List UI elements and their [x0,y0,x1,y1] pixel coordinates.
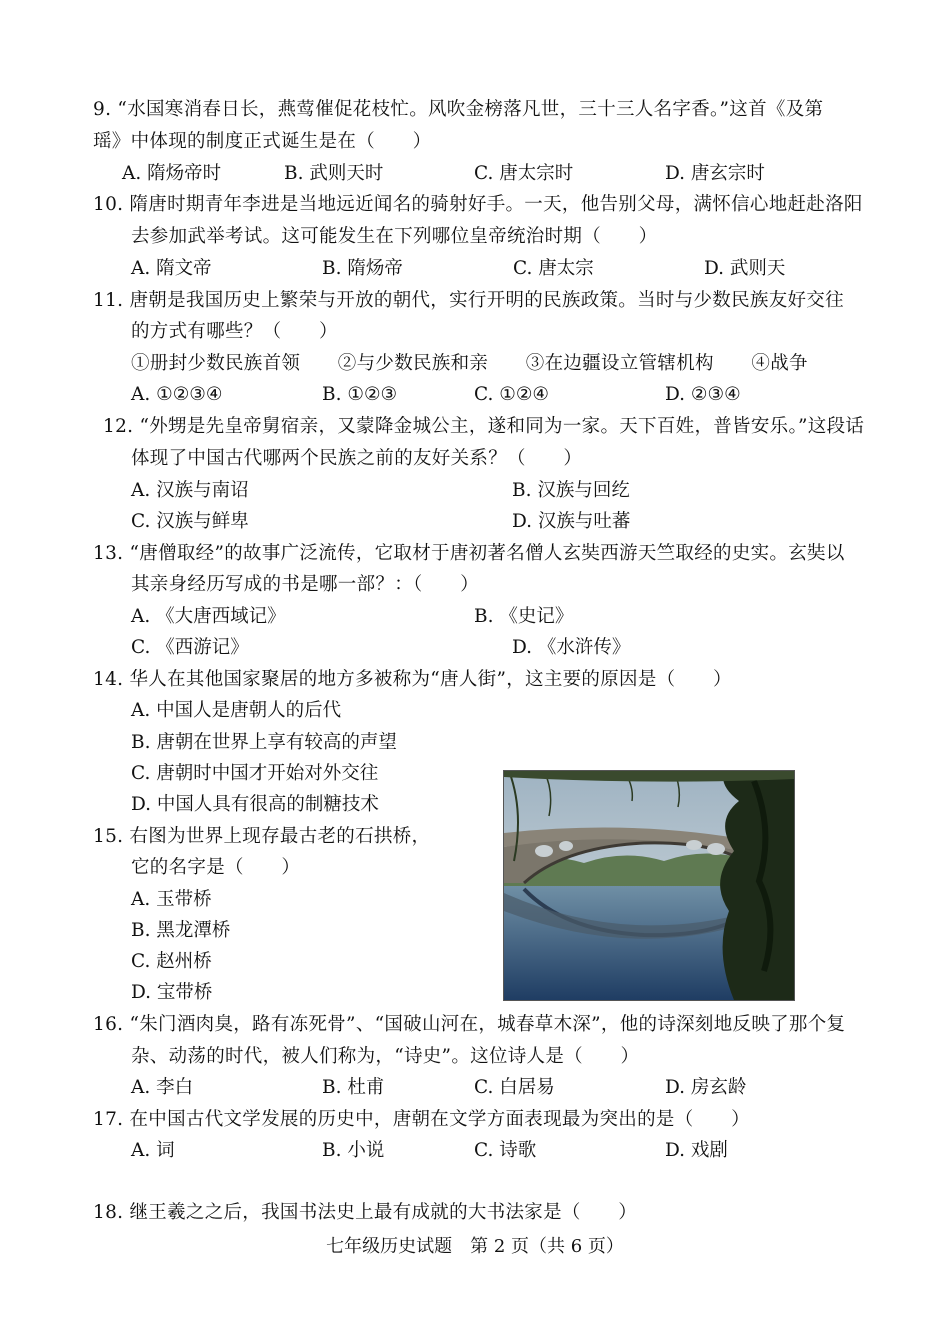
q15-stem-line2: 它的名字是（ ） [131,857,301,878]
q17-option-a[interactable]: A. 词 [131,1140,175,1161]
q9-option-a[interactable]: A. 隋炀帝时 [122,163,222,184]
q10-option-d[interactable]: D. 武则天 [704,258,786,279]
q16-option-c[interactable]: C. 白居易 [474,1077,555,1098]
q11-option-c[interactable]: C. ①②④ [474,384,550,405]
q16-option-a[interactable]: A. 李白 [131,1077,194,1098]
q16-stem-line2: 杂、动荡的时代，被人们称为，“诗史”。这位诗人是（ ） [131,1046,640,1067]
q9-stem-line1: 9. “水国寒消春日长，燕莺催促花枝忙。风吹金榜落凡世，三十三人名字香。”这首《及第 [93,99,824,120]
q10-stem-line1: 10. 隋唐时期青年李进是当地远近闻名的骑射好手。一天，他告别父母，满怀信心地赶赴洛阳 [93,194,863,215]
q11-option-d[interactable]: D. ②③④ [665,384,741,405]
q12-stem-line2: 体现了中国古代哪两个民族之前的友好关系？（ ） [131,448,583,469]
q14-option-c[interactable]: C. 唐朝时中国才开始对外交往 [131,763,379,784]
q13-option-c[interactable]: C. 《西游记》 [131,637,249,658]
q14-option-d[interactable]: D. 中国人具有很高的制糖技术 [131,794,379,815]
q13-stem-line1: 13. “唐僧取经”的故事广泛流传，它取材于唐初著名僧人玄奘西游天竺取经的史实。玄奘以 [93,543,845,564]
q13-option-a[interactable]: A. 《大唐西域记》 [131,606,286,627]
q17-stem: 17. 在中国古代文学发展的历史中，唐朝在文学方面表现最为突出的是（ ） [93,1109,750,1130]
q9-option-d[interactable]: D. 唐玄宗时 [665,163,765,184]
q10-option-c[interactable]: C. 唐太宗 [513,258,594,279]
q11-stem-line1: 11. 唐朝是我国历史上繁荣与开放的朝代，实行开明的民族政策。当时与少数民族友好交往 [93,290,844,311]
q10-option-b[interactable]: B. 隋炀帝 [322,258,403,279]
q11-stem-line2: 的方式有哪些？（ ） [131,321,338,342]
q9-option-c[interactable]: C. 唐太宗时 [474,163,574,184]
bridge-illustration [504,771,794,1000]
q12-option-a[interactable]: A. 汉族与南诏 [131,480,249,501]
q15-option-a[interactable]: A. 玉带桥 [131,889,212,910]
q18-stem: 18. 继王羲之之后，我国书法史上最有成就的大书法家是（ ） [93,1202,638,1223]
q15-option-b[interactable]: B. 黑龙潭桥 [131,920,231,941]
q14-option-b[interactable]: B. 唐朝在世界上享有较高的声望 [131,732,397,753]
q11-statements: ①册封少数民族首领 ②与少数民族和亲 ③在边疆设立管辖机构 ④战争 [131,353,808,374]
q9-option-b[interactable]: B. 武则天时 [284,163,384,184]
q10-stem-line2: 去参加武举考试。这可能发生在下列哪位皇帝统治时期（ ） [131,226,658,247]
q13-option-b[interactable]: B. 《史记》 [474,606,574,627]
q15-stem-line1: 15. 右图为世界上现存最古老的石拱桥， [93,826,431,847]
q11-option-a[interactable]: A. ①②③④ [131,384,223,405]
q15-option-c[interactable]: C. 赵州桥 [131,951,212,972]
q15-option-d[interactable]: D. 宝带桥 [131,982,213,1003]
page-footer: 七年级历史试题 第 2 页（共 6 页） [326,1236,624,1257]
q11-option-b[interactable]: B. ①②③ [322,384,398,405]
q12-option-d[interactable]: D. 汉族与吐蕃 [512,511,631,532]
q14-stem: 14. 华人在其他国家聚居的地方多被称为“唐人街”，这主要的原因是（ ） [93,669,732,690]
q9-stem-line2: 瑶》中体现的制度正式诞生是在（ ） [93,131,432,152]
q14-option-a[interactable]: A. 中国人是唐朝人的后代 [131,700,342,721]
q12-option-c[interactable]: C. 汉族与鲜卑 [131,511,249,532]
q16-option-d[interactable]: D. 房玄龄 [665,1077,747,1098]
q17-option-b[interactable]: B. 小说 [322,1140,385,1161]
q13-stem-line2: 其亲身经历写成的书是哪一部？：（ ） [131,574,479,595]
q16-option-b[interactable]: B. 杜甫 [322,1077,385,1098]
q12-option-b[interactable]: B. 汉族与回纥 [512,480,630,501]
q12-stem-line1: 12. “外甥是先皇帝舅宿亲，又蒙降金城公主，遂和同为一家。天下百姓，普皆安乐。”这段话 [103,416,865,437]
q17-option-d[interactable]: D. 戏剧 [665,1140,728,1161]
q17-option-c[interactable]: C. 诗歌 [474,1140,537,1161]
q10-option-a[interactable]: A. 隋文帝 [131,258,212,279]
zhaozhou-bridge-photo [503,770,795,1001]
q13-option-d[interactable]: D. 《水浒传》 [512,637,631,658]
q16-stem-line1: 16. “朱门酒肉臭，路有冻死骨”、“国破山河在，城春草木深”，他的诗深刻地反映了那个复 [93,1014,846,1035]
